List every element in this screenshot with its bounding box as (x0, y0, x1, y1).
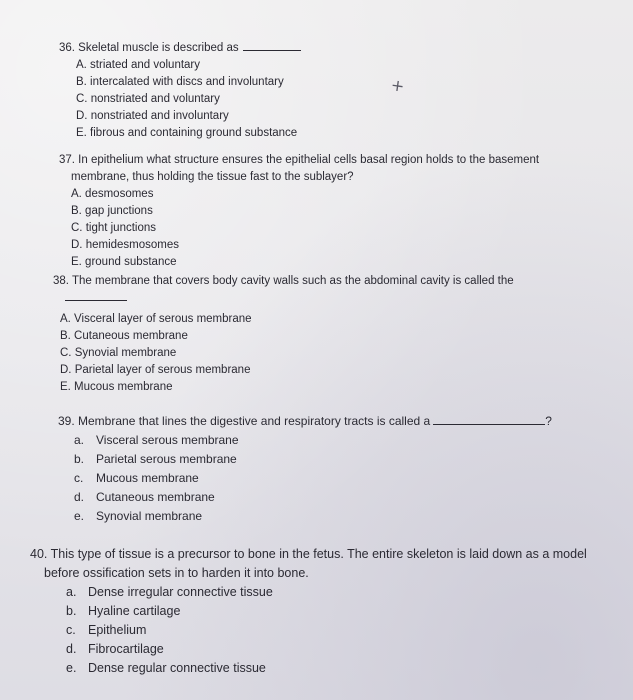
option-letter: a. (66, 585, 77, 599)
option: B. intercalated with discs and involuntary (76, 76, 284, 88)
option-text: Hyaline cartilage (88, 604, 181, 618)
option: E. Mucous membrane (60, 381, 173, 393)
option: B. Cutaneous membrane (60, 330, 188, 342)
option: A. desmosomes (71, 188, 154, 200)
option-letter: a. (74, 433, 85, 447)
option (58, 431, 552, 450)
option-text: Cutaneous membrane (96, 490, 215, 504)
question-40 (30, 545, 587, 678)
option (58, 507, 552, 526)
option (58, 488, 552, 507)
option-text: Dense regular connective tissue (88, 661, 266, 675)
option: D. Parietal layer of serous membrane (60, 364, 251, 376)
option-letter: c. (74, 471, 84, 485)
option: C. tight junctions (71, 222, 157, 234)
question-40-stem: 40. This type of tissue is a precursor to bone in the fetus. The entire skeleton is laid down as a model (30, 547, 587, 561)
answer-blank-line (53, 290, 514, 311)
option: E. fibrous and containing ground substance (76, 127, 298, 139)
option: D. nonstriated and involuntary (76, 110, 229, 122)
option-letter: e. (74, 509, 85, 523)
option: B. gap junctions (71, 205, 153, 217)
option-letter: b. (66, 604, 77, 618)
option-letter: c. (66, 623, 76, 637)
option (30, 621, 587, 640)
question-37 (59, 152, 539, 271)
question-37-stem-cont: membrane, thus holding the tissue fast to the sublayer? (71, 171, 354, 183)
option (30, 602, 587, 621)
option-text: Dense irregular connective tissue (88, 585, 273, 599)
option: C. nonstriated and voluntary (76, 93, 220, 105)
option (58, 469, 552, 488)
option-letter: e. (66, 661, 77, 675)
handwritten-mark: + (389, 75, 406, 96)
option-text: Parietal serous membrane (96, 452, 237, 466)
option: E. ground substance (71, 256, 177, 268)
question-38-stem: 38. The membrane that covers body cavity walls such as the abdominal cavity is called the (53, 275, 514, 287)
option-text: Synovial membrane (96, 509, 203, 523)
question-38 (53, 273, 514, 396)
option-text: Fibrocartilage (88, 642, 164, 656)
question-39-stem-text: 39. Membrane that lines the digestive and respiratory tracts is called a (58, 414, 431, 428)
question-36-stem-text: 36. Skeletal muscle is described as (59, 42, 239, 54)
question-36 (59, 40, 301, 142)
question-39-stem (58, 412, 552, 431)
option (58, 450, 552, 469)
question-36-stem (59, 40, 301, 57)
option: A. striated and voluntary (76, 59, 201, 71)
option-letter: d. (66, 642, 77, 656)
question-39 (58, 412, 552, 526)
option-letter: b. (74, 452, 85, 466)
option (30, 583, 587, 602)
option-text: Visceral serous membrane (96, 433, 239, 447)
option: A. Visceral layer of serous membrane (60, 313, 252, 325)
question-mark: ? (545, 414, 552, 428)
answer-blank (243, 40, 301, 51)
option (30, 640, 587, 659)
question-40-stem-cont: before ossification sets in to harden it into bone. (44, 566, 309, 580)
option: D. hemidesmosomes (71, 239, 180, 251)
answer-blank (65, 290, 127, 301)
option-letter: d. (74, 490, 85, 504)
option: C. Synovial membrane (60, 347, 177, 359)
option-text: Epithelium (88, 623, 147, 637)
option-text: Mucous membrane (96, 471, 199, 485)
question-37-stem: 37. In epithelium what structure ensures the epithelial cells basal region holds to the basement (59, 154, 540, 166)
answer-blank (433, 414, 545, 425)
option (30, 659, 587, 678)
